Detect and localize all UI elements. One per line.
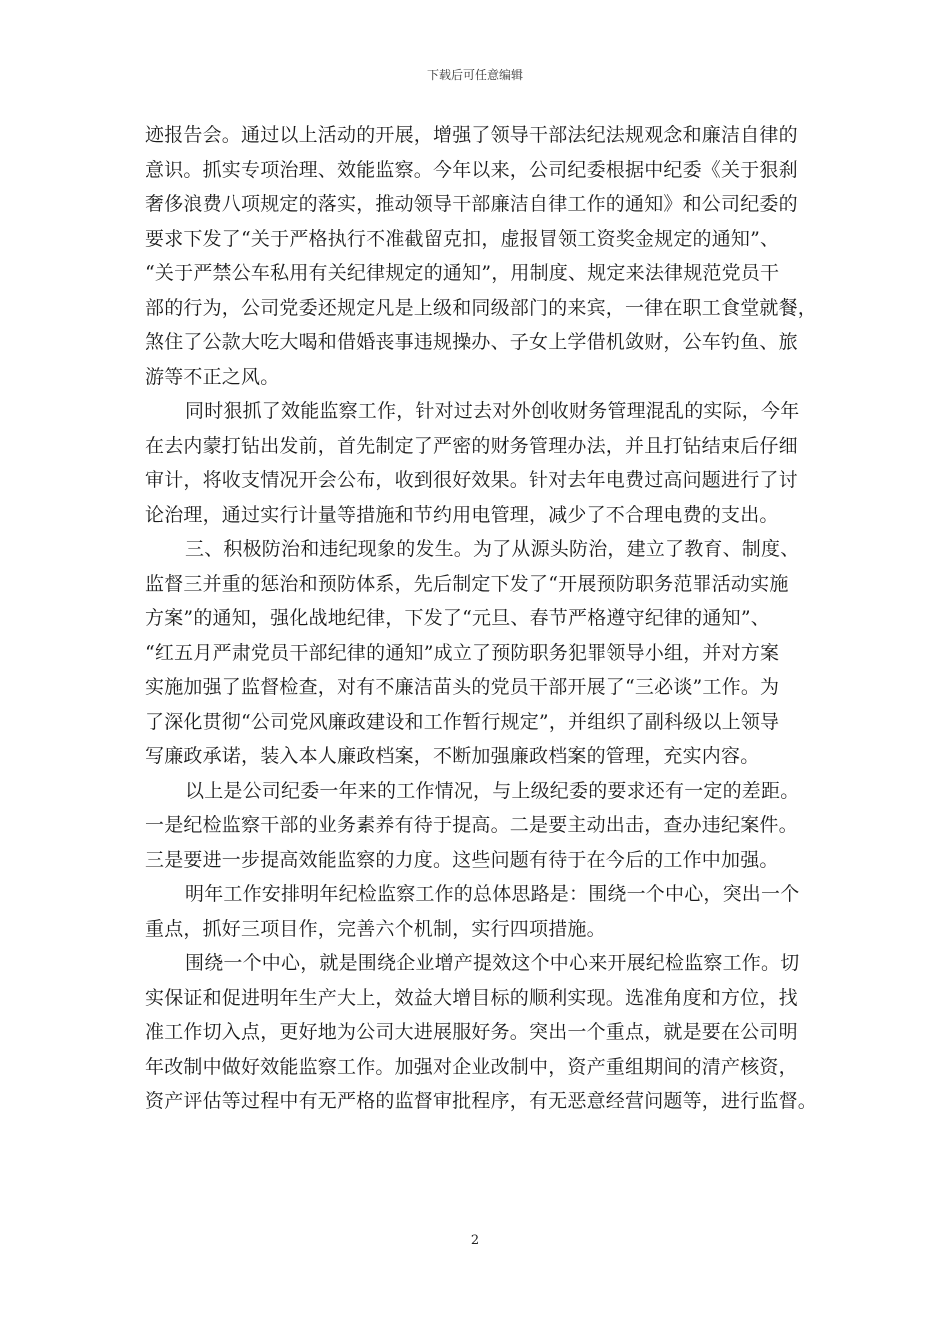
body-line: 年改制中做好效能监察工作。加强对企业改制中，资产重组期间的清产核资， — [145, 1055, 798, 1078]
body-line: 迹报告会。通过以上活动的开展，增强了领导干部法纪法规观念和廉洁自律的 — [145, 124, 798, 146]
page-number: 2 — [470, 1233, 480, 1248]
paragraph-first-line: 以上是公司纪委一年来的工作情况，与上级纪委的要求还有一定的差距。 — [185, 779, 800, 802]
body-line: 论治理，通过实行计量等措施和节约用电管理，减少了不合理电费的支出。 — [145, 503, 779, 526]
document-body — [145, 118, 820, 1119]
body-line: 一是纪检监察干部的业务素养有待于提高。二是要主动出击，查办违纪案件。 — [145, 814, 798, 836]
body-line: 实保证和促进明年生产大上，效益大增目标的顺利实现。选准角度和方位，找 — [145, 986, 798, 1009]
paragraph-first-line: 同时狠抓了效能监察工作，针对过去对外创收财务管理混乱的实际，今年 — [185, 400, 800, 422]
body-line: 资产评估等过程中有无严格的监督审批程序，有无恶意经营问题等，进行监督。 — [145, 1090, 818, 1112]
page-header: 下载后可任意编辑 — [426, 68, 523, 82]
body-line: 重点，抓好三项目作，完善六个机制，实行四项措施。 — [145, 917, 606, 940]
body-line: 意识。抓实专项治理、效能监察。今年以来，公司纪委根据中纪委《关于狠刹 — [145, 158, 798, 181]
body-line: “关于严禁公车私用有关纪律规定的通知”，用制度、规定来法律规范党员干 — [145, 262, 780, 284]
body-line: 实施加强了监督检查，对有不廉洁苗头的党员干部开展了“三必谈”工作。为 — [145, 676, 780, 698]
body-line: 审计，将收支情况开会公布，收到很好效果。针对去年电费过高问题进行了讨 — [145, 469, 798, 491]
body-line: 方案”的通知，强化战地纪律，下发了“元旦、春节严格遵守纪律的通知”、 — [145, 607, 770, 629]
paragraph-first-line: 围绕一个中心，就是围绕企业增产提效这个中心来开展纪检监察工作。切 — [185, 952, 800, 974]
paragraph-first-line: 三、积极防治和违纪现象的发生。为了从源头防治，建立了教育、制度、 — [185, 538, 800, 560]
body-line: 在去内蒙打钻出发前，首先制定了严密的财务管理办法，并且打钻结束后仔细 — [145, 434, 798, 457]
body-line: 三是要进一步提高效能监察的力度。这些问题有待于在今后的工作中加强。 — [145, 848, 779, 871]
body-line: 监督三并重的惩治和预防体系，先后制定下发了“开展预防职务范罪活动实施 — [145, 572, 789, 595]
body-line: 游等不正之风。 — [145, 365, 280, 388]
body-line: 部的行为，公司党委还规定凡是上级和同级部门的来宾，一律在职工食堂就餐， — [145, 296, 818, 319]
body-line: 准工作切入点，更好地为公司大进展服好务。突出一个重点，就是要在公司明 — [145, 1021, 798, 1043]
body-line: 了深化贯彻“公司党风廉政建设和工作暂行规定”，并组织了副科级以上领导 — [145, 710, 780, 733]
body-line: 煞住了公款大吃大喝和借婚丧事违规操办、子女上学借机敛财，公车钓鱼、旅 — [145, 331, 798, 353]
body-line: 要求下发了“关于严格执行不准截留克扣，虚报冒领工资奖金规定的通知”、 — [145, 227, 780, 250]
paragraph-first-line: 明年工作安排明年纪检监察工作的总体思路是：围绕一个中心，突出一个 — [185, 883, 800, 905]
body-line: 写廉政承诺，装入本人廉政档案，不断加强廉政档案的管理，充实内容。 — [145, 745, 760, 767]
body-line: 奢侈浪费八项规定的落实，推动领导干部廉洁自律工作的通知》和公司纪委的 — [145, 193, 798, 215]
body-line: “红五月严肃党员干部纪律的通知”成立了预防职务犯罪领导小组，并对方案 — [145, 641, 780, 664]
